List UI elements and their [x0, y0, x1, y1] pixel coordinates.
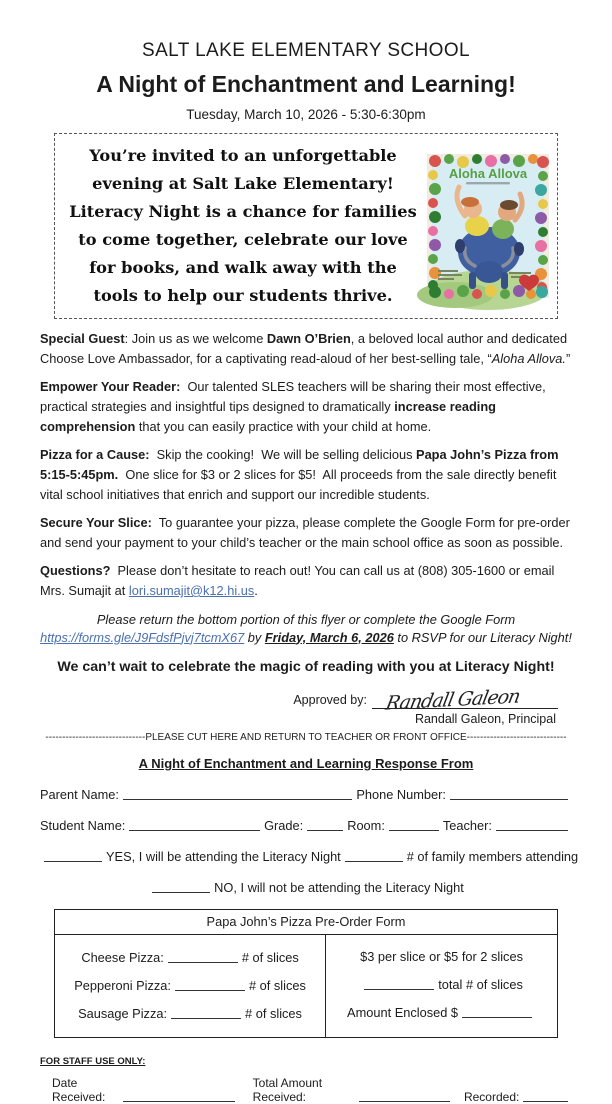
- phone-number-blank: [450, 786, 568, 800]
- book-title-mention: Aloha Allova.: [491, 351, 566, 366]
- paragraph-questions: [40, 561, 572, 601]
- invite-box: [54, 133, 558, 319]
- family-count-blank: [345, 848, 403, 862]
- parent-phone-row: [40, 786, 572, 802]
- total-slices-row: [360, 976, 523, 992]
- sausage-row: [78, 1005, 302, 1021]
- recorded-blank: [523, 1088, 568, 1102]
- amount-enclosed-row: [347, 1004, 536, 1020]
- no-attendance-row: [40, 879, 572, 895]
- text-run: ”: [565, 351, 571, 366]
- staff-use-heading: FOR STAFF USE ONLY:: [40, 1056, 146, 1067]
- text-run: , a beloved local author and dedicated Choose Love Ambassador, for a captivating read-aloud of her best-selling tale, “: [40, 331, 571, 366]
- cut-here-line: ------------------------------PLEASE CUT HERE AND RETURN TO TEACHER OR FRONT OFFICE------------------------------: [45, 732, 567, 743]
- slices-suffix: # of slices: [248, 978, 306, 993]
- pizza-items-column: [55, 935, 326, 1037]
- room-label: Room:: [347, 818, 385, 833]
- no-text: NO, I will not be attending the Literacy Night: [214, 880, 464, 895]
- date-received-label: Date Received:: [52, 1076, 106, 1104]
- student-row: [40, 817, 572, 833]
- questions-label: Questions?: [40, 563, 111, 578]
- yes-attendance-row: [40, 848, 579, 864]
- book-title: Aloha Allova: [448, 166, 528, 181]
- paragraph-pizza-cause: [40, 445, 572, 505]
- text-run: : Join us as we welcome: [124, 331, 267, 346]
- text-run: to RSVP for our Literacy Night!: [393, 629, 572, 645]
- empower-label: Empower Your Reader:: [40, 379, 181, 394]
- response-form-heading: A Night of Enchantment and Learning Response From: [138, 756, 474, 771]
- principal-signature: Randall Galeon: [383, 685, 522, 715]
- amount-enclosed-blank: [462, 1004, 532, 1018]
- teacher-blank: [496, 817, 568, 831]
- approved-by-label: Approved by:: [293, 693, 367, 707]
- pizza-cause-label: Pizza for a Cause:: [40, 447, 150, 462]
- text-run: One slice for $3 or 2 slices for $5! All proceeds from the sale directly benefit vital school initiatives that enrich and support our incredible students.: [40, 467, 560, 502]
- school-name: SALT LAKE ELEMENTARY SCHOOL: [142, 40, 470, 61]
- principal-name: Randall Galeon, Principal: [414, 712, 556, 726]
- page-title: A Night of Enchantment and Learning!: [96, 71, 516, 97]
- pizza-preorder-table: [54, 909, 558, 1038]
- author-name: Dawn O’Brien: [266, 331, 351, 346]
- book-cover-image: [427, 154, 549, 298]
- grade-label: Grade:: [264, 818, 304, 833]
- signature-line: [372, 678, 558, 715]
- total-slices-label: total # of slices: [438, 977, 523, 992]
- pizza-totals-column: [326, 935, 557, 1037]
- amount-enclosed-label: Amount Enclosed $: [347, 1005, 459, 1020]
- pizza-time-emphasis: Papa John’s Pizza from 5:15-5:45pm.: [40, 447, 563, 482]
- date-received-blank: [123, 1088, 235, 1102]
- text-run: Skip the cooking! We will be selling delicious: [149, 447, 417, 462]
- slices-suffix: # of slices: [245, 1006, 302, 1021]
- rsvp-deadline: Friday, March 6, 2026: [264, 629, 394, 645]
- family-count-text: # of family members attending: [406, 849, 579, 864]
- phone-number-label: Phone Number:: [356, 787, 446, 802]
- text-run: Please don’t hesitate to reach out! You can call us at (808) 305-1600 or email Mrs. Sumajit at: [40, 563, 558, 598]
- rsvp-line1: Please return the bottom portion of this flyer or complete the Google Form: [96, 612, 516, 627]
- pepperoni-blank: [175, 977, 245, 991]
- slices-suffix: # of slices: [241, 950, 299, 965]
- grade-blank: [307, 817, 343, 831]
- no-blank: [152, 879, 210, 893]
- paragraph-empower-reader: [40, 377, 572, 437]
- text-run: To guarantee your pizza, please complete the Google Form for pre-order and send your payment to your child’s teacher or the main school office as soon as possible.: [40, 515, 574, 550]
- sausage-blank: [171, 1005, 241, 1019]
- pizza-table-title: Papa John’s Pizza Pre-Order Form: [55, 910, 557, 935]
- paragraph-special-guest: [40, 329, 572, 369]
- sausage-label: Sausage Pizza:: [78, 1006, 168, 1021]
- cheese-label: Cheese Pizza:: [81, 950, 164, 965]
- student-name-blank: [129, 817, 260, 831]
- total-amount-blank: [359, 1088, 450, 1102]
- google-form-link[interactable]: https://forms.gle/J9FdsfPjvj7tcmX67: [40, 629, 245, 645]
- text-run: that you can easily practice with your child at home.: [135, 419, 432, 434]
- text-run: by: [244, 629, 265, 645]
- price-line: $3 per slice or $5 for 2 slices: [360, 949, 523, 964]
- text-run: .: [254, 583, 258, 598]
- approval-row: [40, 679, 558, 715]
- pepperoni-row: [74, 977, 306, 993]
- parent-name-blank: [123, 786, 352, 800]
- email-link[interactable]: lori.sumajit@k12.hi.us: [128, 583, 255, 598]
- invite-text: You’re invited to an unforgettable evening at Salt Lake Elementary! Literacy Night is a chance for families to come together, celebrate our love for books, and walk away with the tools to help our students thrive.: [69, 146, 417, 305]
- yes-blank: [44, 848, 102, 862]
- student-name-label: Student Name:: [40, 818, 126, 833]
- recorded-label: Recorded:: [463, 1090, 520, 1104]
- parent-name-label: Parent Name:: [40, 787, 119, 802]
- cheese-blank: [168, 949, 238, 963]
- pepperoni-label: Pepperoni Pizza:: [74, 978, 171, 993]
- paragraph-secure-slice: [40, 513, 572, 553]
- total-slices-blank: [364, 976, 434, 990]
- event-datetime: Tuesday, March 10, 2026 - 5:30-6:30pm: [186, 107, 426, 122]
- total-amount-label: Total Amount Received:: [252, 1076, 323, 1104]
- staff-row: [40, 1076, 572, 1104]
- special-guest-label: Special Guest: [40, 331, 125, 346]
- cheese-row: [81, 949, 298, 965]
- text-run: Our talented SLES teachers will be sharing their most effective, practical strategies and insightful tips designed to dramatically: [40, 379, 550, 414]
- teacher-label: Teacher:: [442, 818, 492, 833]
- room-blank: [389, 817, 439, 831]
- comprehension-emphasis: increase reading comprehension: [40, 399, 500, 434]
- rsvp-note: [40, 611, 572, 646]
- secure-slice-label: Secure Your Slice:: [40, 515, 152, 530]
- closing-line: We can’t wait to celebrate the magic of reading with you at Literacy Night!: [57, 659, 555, 675]
- yes-text: YES, I will be attending the Literacy Night: [106, 849, 341, 864]
